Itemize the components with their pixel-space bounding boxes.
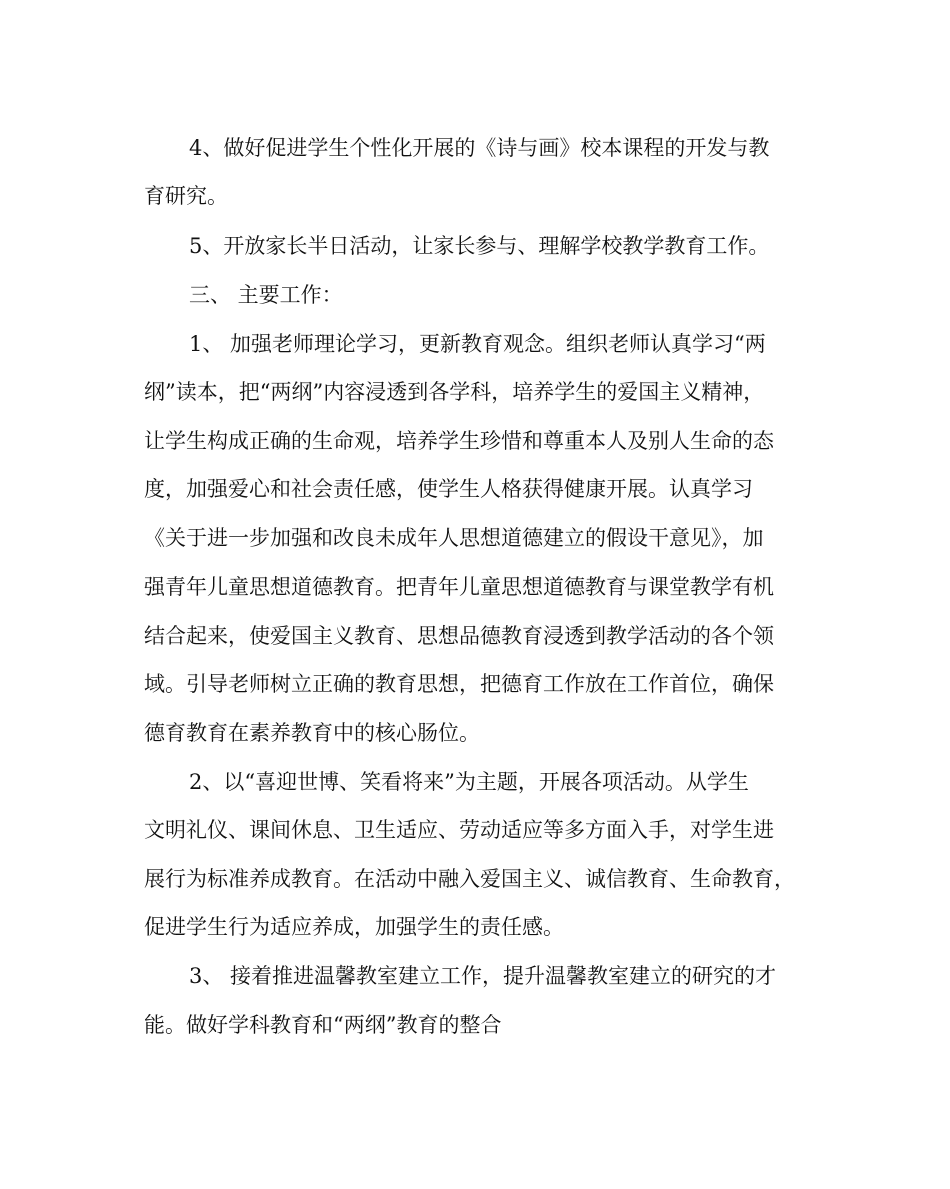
paragraph-line: 促进学生行为适应养成，加强学生的责任感。 bbox=[144, 915, 564, 939]
paragraph-line: 域。引导老师树立正确的教育思想，把德育工作放在工作首位，确保 bbox=[144, 672, 774, 696]
paragraph-line: 文明礼仪、课间休息、卫生适应、劳动适应等多方面入手，对学生进 bbox=[144, 818, 774, 842]
paragraph-line: 育研究。 bbox=[144, 184, 228, 208]
paragraph-line: 度，加强爱心和社会责任感，使学生人格获得健康开展。认真学习 bbox=[144, 477, 753, 501]
paragraph-line: 3、 接着推进温馨教室建立工作，提升温馨教室建立的研究的才 bbox=[189, 964, 777, 988]
paragraph-line: 强青年儿童思想道德教育。把青年儿童思想道德教育与课堂教学有机 bbox=[144, 575, 774, 599]
section-heading: 三、 主要工作： bbox=[189, 283, 343, 307]
paragraph-line: 4、做好促进学生个性化开展的《诗与画》校本课程的开发与教 bbox=[189, 136, 770, 160]
paragraph-line: 5、开放家长半日活动，让家长参与、理解学校教学教育工作。 bbox=[189, 234, 770, 258]
paragraph-line: 让学生构成正确的生命观，培养学生珍惜和尊重本人及别人生命的态 bbox=[144, 429, 774, 453]
paragraph-line: 能。做好学科教育和“两纲”教育的整合 bbox=[144, 1013, 502, 1037]
paragraph-line: 德育教育在素养教育中的核心肠位。 bbox=[144, 721, 480, 745]
paragraph-line: 2、以“喜迎世博、笑看将来”为主题，开展各项活动。从学生 bbox=[189, 770, 749, 794]
paragraph-line: 展行为标准养成教育。在活动中融入爱国主义、诚信教育、生命教育， bbox=[144, 867, 795, 891]
paragraph-line: 1、 加强老师理论学习，更新教育观念。组织老师认真学习“两 bbox=[189, 332, 766, 356]
paragraph-line: 纲”读本，把“两纲”内容浸透到各学科，培养学生的爱国主义精神， bbox=[144, 380, 765, 404]
paragraph-line: 《关于进一步加强和改良未成年人思想道德建立的假设干意见》，加 bbox=[144, 526, 764, 550]
paragraph-line: 结合起来，使爱国主义教育、思想品德教育浸透到教学活动的各个领 bbox=[144, 624, 774, 648]
